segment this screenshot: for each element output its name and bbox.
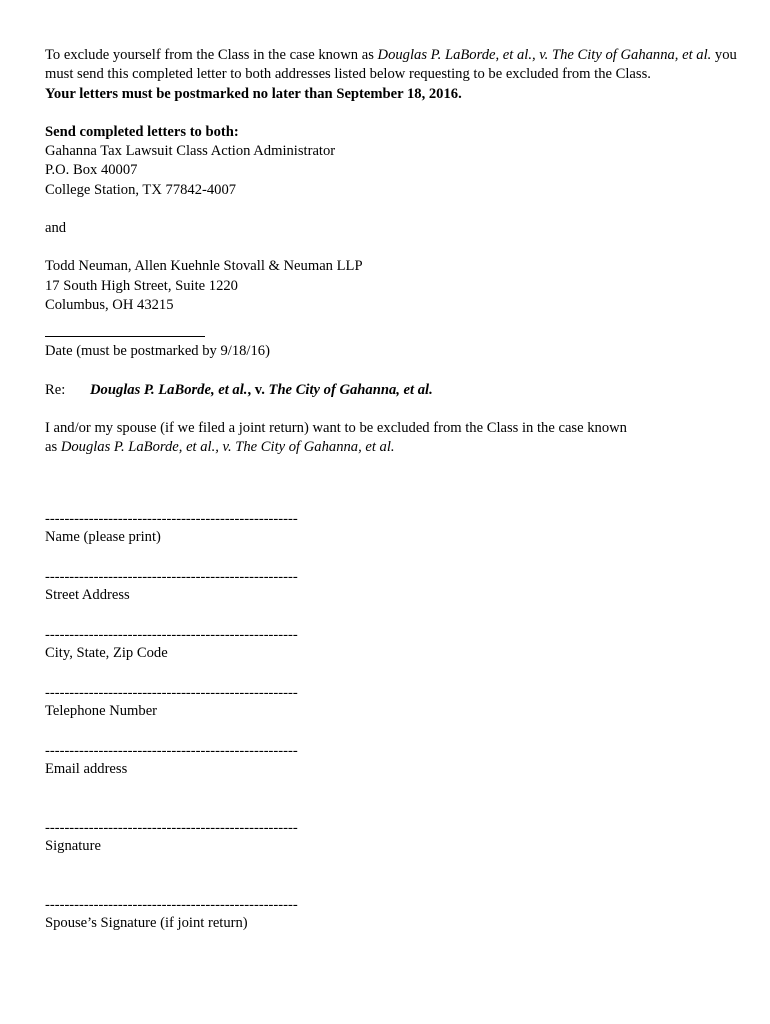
date-line[interactable] — [45, 336, 205, 337]
address2-line3: Columbus, OH 43215 — [45, 296, 174, 313]
name-field[interactable] — [45, 512, 298, 547]
city-field[interactable] — [45, 628, 298, 663]
email-line[interactable]: ---------------------------------------------------- — [45, 743, 298, 759]
intro-text: To exclude yourself from the Class in the case known as — [45, 47, 378, 63]
spouse-signature-label: Spouse’s Signature (if joint return) — [45, 915, 248, 931]
name-label: Name (please print) — [45, 529, 161, 545]
addresses-heading: Send completed letters to both: — [45, 123, 239, 140]
phone-field[interactable] — [45, 686, 298, 721]
re-defendant: The City of Gahanna, et al. — [268, 381, 433, 398]
letter-body — [45, 46, 745, 457]
spouse-signature-field[interactable] — [45, 898, 298, 933]
re-vs: , v. — [247, 381, 269, 398]
city-label: City, State, Zip Code — [45, 645, 168, 661]
address2-line1: Todd Neuman, Allen Kuehnle Stovall & Neuman LLP — [45, 258, 363, 275]
statement-text-cont: as — [45, 439, 61, 456]
phone-label: Telephone Number — [45, 703, 158, 719]
deadline-notice: Your letters must be postmarked no later than September 18, 2016. — [45, 85, 462, 102]
re-line — [45, 381, 745, 400]
name-line[interactable]: ---------------------------------------------------- — [45, 511, 298, 527]
re-label: Re: — [45, 381, 66, 398]
street-field[interactable] — [45, 570, 298, 605]
date-label: Date (must be postmarked by 9/18/16) — [45, 343, 270, 360]
street-label: Street Address — [45, 587, 130, 603]
intro-case-name: Douglas P. LaBorde, et al., v. The City of Gahanna, et al. — [377, 47, 712, 63]
spouse-signature-line[interactable]: ---------------------------------------------------- — [45, 897, 298, 913]
phone-line[interactable]: ---------------------------------------------------- — [45, 685, 298, 701]
address2-block — [45, 257, 745, 315]
statement-paragraph — [45, 419, 745, 458]
and-text: and — [45, 220, 67, 237]
address1-line2: P.O. Box 40007 — [45, 162, 138, 179]
address1-line3: College Station, TX 77842-4007 — [45, 181, 237, 198]
email-field[interactable] — [45, 744, 298, 779]
address2-line2: 17 South High Street, Suite 1220 — [45, 277, 238, 294]
intro-paragraph — [45, 46, 745, 104]
city-line[interactable]: ---------------------------------------------------- — [45, 627, 298, 643]
signature-label: Signature — [45, 838, 101, 854]
addresses-block — [45, 123, 745, 200]
signature-field[interactable] — [45, 821, 298, 856]
email-label: Email address — [45, 761, 128, 777]
signature-line[interactable]: ---------------------------------------------------- — [45, 820, 298, 836]
intro-text-cont: you must send this completed letter to both addresses listed below requesting to be excluded from the Class. — [45, 47, 737, 83]
address1-line1: Gahanna Tax Lawsuit Class Action Administrator — [45, 143, 336, 160]
re-plaintiff: Douglas P. LaBorde, et al. — [90, 381, 248, 398]
street-line[interactable]: ---------------------------------------------------- — [45, 569, 298, 585]
statement-case-name: Douglas P. LaBorde, et al., v. The City of Gahanna, et al. — [60, 439, 395, 456]
statement-text: I and/or my spouse (if we filed a joint return) want to be excluded from the Class in the case known — [45, 419, 627, 436]
